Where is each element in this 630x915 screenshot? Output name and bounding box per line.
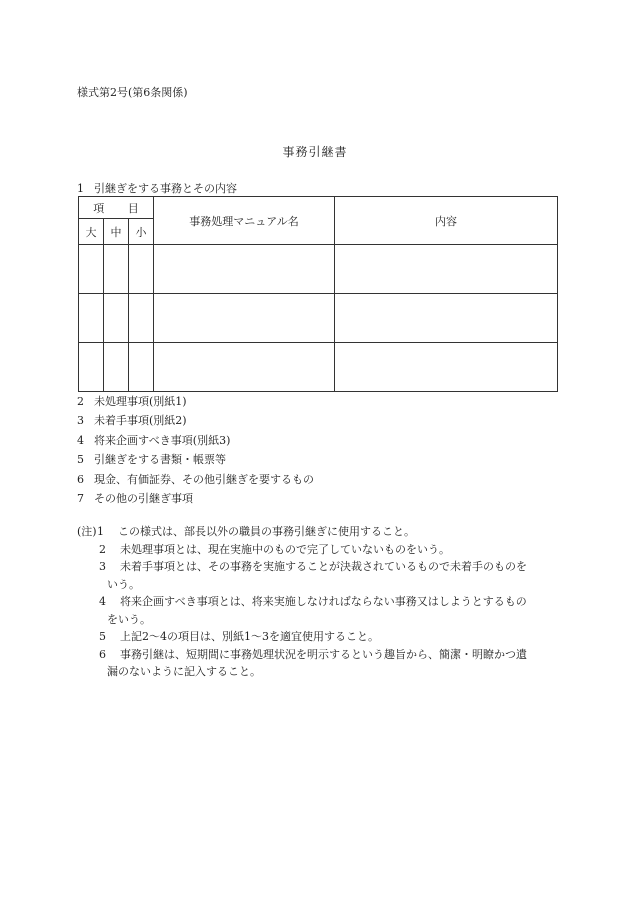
note-number: 3 (99, 560, 106, 573)
item-number: 2 (77, 395, 84, 408)
document-title: 事務引継書 (282, 145, 348, 159)
section-1-text: 引継ぎをする事務とその内容 (94, 182, 237, 195)
item-number: 4 (77, 433, 84, 447)
items-header-cell: 項 目 (79, 197, 154, 219)
note-item (77, 541, 561, 559)
table-header-row (79, 197, 558, 219)
transfer-table (78, 196, 558, 392)
note-text: 未着手事項とは、その事務を実施することが決裁されているもので未着手のものを (120, 560, 527, 573)
note-text: この様式は、部長以外の職員の事務引継ぎに使用すること。 (118, 525, 415, 538)
medium-header-cell: 中 (104, 219, 129, 245)
table-row (79, 245, 558, 294)
note-continuation: をいう。 (107, 612, 151, 626)
note-text: 将来企画すべき事項とは、将来実施しなければならない事務又はしようとするもの (120, 595, 527, 608)
section-1-number: 1 (77, 182, 84, 195)
list-item (77, 392, 314, 411)
form-number: 様式第2号(第6条関係) (77, 86, 188, 99)
note-item (77, 523, 561, 541)
table-cell (79, 343, 104, 392)
item-number: 3 (77, 414, 84, 428)
large-header-cell: 大 (79, 219, 104, 245)
note-number: 6 (99, 647, 106, 661)
table-cell (335, 343, 558, 392)
table-cell (154, 343, 335, 392)
note-number: 5 (99, 630, 106, 643)
table-cell (335, 245, 558, 294)
item-number: 5 (77, 453, 84, 467)
note-item (77, 593, 561, 628)
item-number: 6 (77, 472, 84, 486)
note-text: 上記2〜4の項目は、別紙1〜3を適宜使用すること。 (120, 630, 379, 643)
notes-section (77, 523, 561, 681)
notes-prefix: (注) (77, 525, 97, 538)
item-text: 将来企画すべき事項(別紙3) (94, 433, 231, 447)
note-item (77, 558, 561, 593)
table-cell (104, 245, 129, 294)
item-text: 未処理事項(別紙1) (94, 395, 187, 408)
list-item (77, 450, 314, 469)
list-item (77, 411, 314, 430)
note-item (77, 628, 561, 646)
note-continuation: いう。 (107, 577, 140, 591)
table-cell (104, 343, 129, 392)
table-cell (129, 294, 154, 343)
note-text: 未処理事項とは、現在実施中のもので完了していないものをいう。 (120, 542, 450, 556)
content-header-cell: 内容 (335, 197, 558, 245)
section-1-heading (77, 180, 237, 196)
table-cell (79, 294, 104, 343)
note-item (77, 646, 561, 681)
note-number: 1 (97, 525, 104, 538)
table-cell (154, 294, 335, 343)
table-cell (79, 245, 104, 294)
item-text: その他の引継ぎ事項 (94, 491, 193, 505)
table-cell (335, 294, 558, 343)
item-text: 現金、有価証券、その他引継ぎを要するもの (94, 472, 314, 486)
note-number: 2 (99, 542, 106, 556)
note-text: 事務引継は、短期間に事務処理状況を明示するという趣旨から、簡潔・明瞭かつ遺 (120, 647, 527, 661)
list-item (77, 489, 314, 508)
item-number: 7 (77, 491, 84, 505)
item-text: 引継ぎをする書類・帳票等 (94, 453, 226, 467)
table-row (79, 343, 558, 392)
manual-name-header-cell: 事務処理マニュアル名 (154, 197, 335, 245)
list-item (77, 431, 314, 450)
item-list (77, 392, 314, 508)
table-cell (154, 245, 335, 294)
note-continuation: 漏のないように記入すること。 (107, 665, 261, 678)
table-cell (129, 343, 154, 392)
small-header-cell: 小 (129, 219, 154, 245)
list-item (77, 470, 314, 489)
item-text: 未着手事項(別紙2) (94, 414, 187, 428)
table-cell (129, 245, 154, 294)
note-number: 4 (99, 595, 106, 608)
table-row (79, 294, 558, 343)
table-cell (104, 294, 129, 343)
